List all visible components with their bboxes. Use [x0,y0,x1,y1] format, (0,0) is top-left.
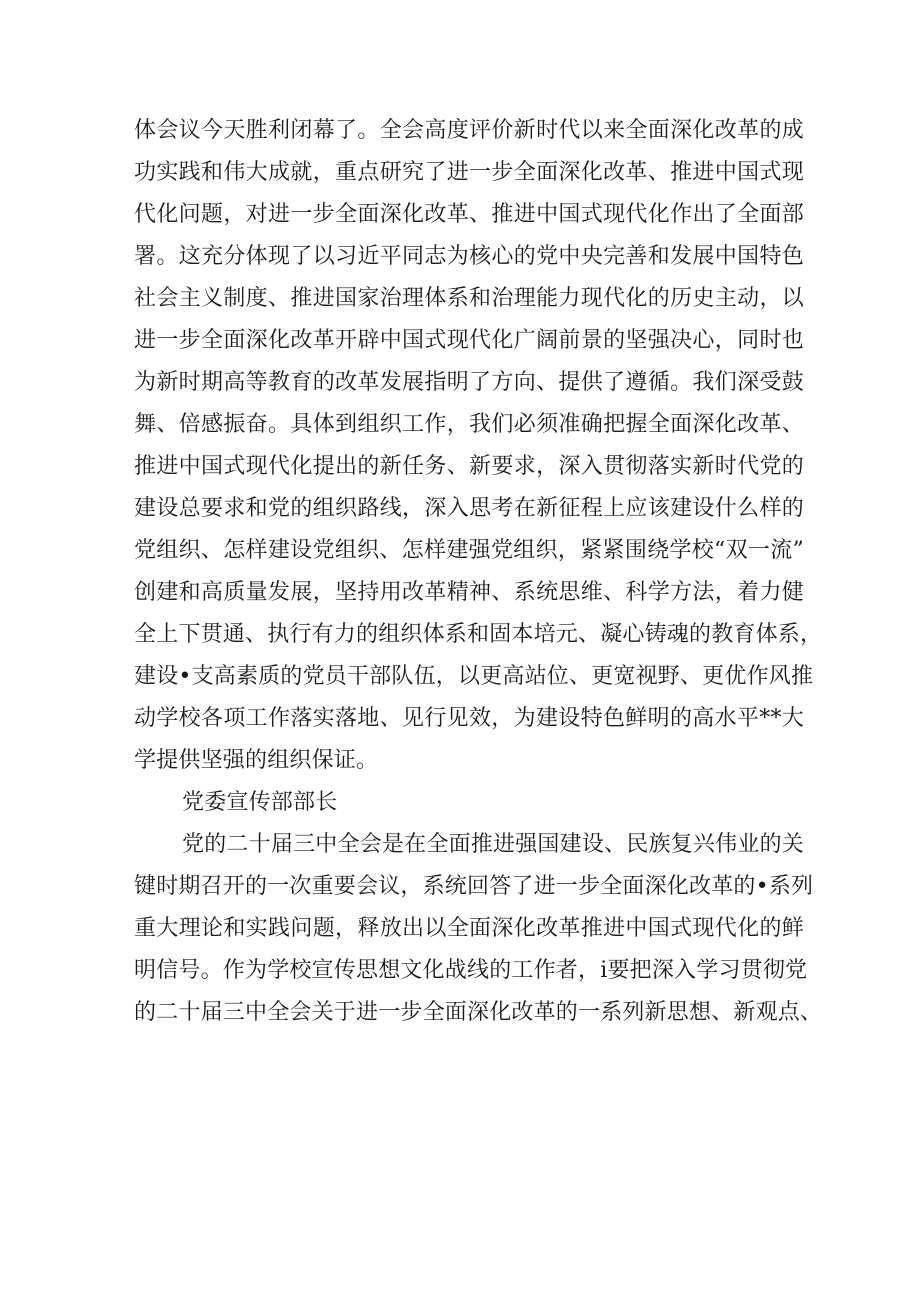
text-line: 推进中国式现代化提出的新任务、新要求，深入贯彻落实新时代党的 [134,454,804,479]
text-line: 社会主义制度、推进国家治理体系和治理能力现代化的历史主动，以 [134,286,804,311]
text-line: 代化问题，对进一步全面深化改革、推进中国式现代化作出了全面部 [134,202,804,227]
text-line: 体会议今天胜利闭幕了。全会高度评价新时代以来全面深化改革的成 [134,118,804,143]
text-line: 建设•支高素质的党员干部队伍，以更高站位、更宽视野、更优作风推 [134,664,814,689]
paragraph-organization-work [134,110,823,782]
text-line: 署。这充分体现了以习近平同志为核心的党中央完善和发展中国特色 [134,244,804,269]
text-line: 舞、倍感振奋。具体到组织工作，我们必须准确把握全面深化改革、 [134,412,804,437]
text-line: 创建和高质量发展，坚持用改革精神、系统思维、科学方法，着力健 [134,580,804,605]
text-line: 明信号。作为学校宣传思想文化战线的工作者，i要把深入学习贯彻党 [134,958,808,983]
text-line: 重大理论和实践问题，释放出以全面深化改革推进中国式现代化的鲜 [134,916,804,941]
text-line: 建设总要求和党的组织路线，深入思考在新征程上应该建设什么样的 [134,496,804,521]
text-line: 功实践和伟大成就，重点研究了进一步全面深化改革、推进中国式现 [134,160,804,185]
text-line: 为新时期高等教育的改革发展指明了方向、提供了遵循。我们深受鼓 [134,370,804,395]
text-line: 键时期召开的一次重要会议，系统回答了进一步全面深化改革的•系列 [134,874,814,899]
speaker-heading: 党委宣传部部长 [182,790,338,815]
document-body [134,110,823,1034]
text-line: 党的二十届三中全会是在全面推进强国建设、民族复兴伟业的关 [182,832,804,857]
text-line: 学提供坚强的组织保证。 [134,748,379,773]
text-line: 全上下贯通、执行有力的组织体系和固本培元、凝心铸魂的教育体系， [134,622,823,647]
paragraph-publicity-work [134,824,823,1034]
text-line: 的二十届三中全会关于进一步全面深化改革的一系列新思想、新观点、 [134,1000,823,1025]
text-line: 党组织、怎样建设党组织、怎样建强党组织，紧紧围绕学校“双一流” [134,538,804,563]
text-line: 进一步全面深化改革开辟中国式现代化广阔前景的坚强决心，同时也 [134,328,804,353]
text-line: 动学校各项工作落实落地、见行见效，为建设特色鲜明的高水平**大 [134,706,804,731]
